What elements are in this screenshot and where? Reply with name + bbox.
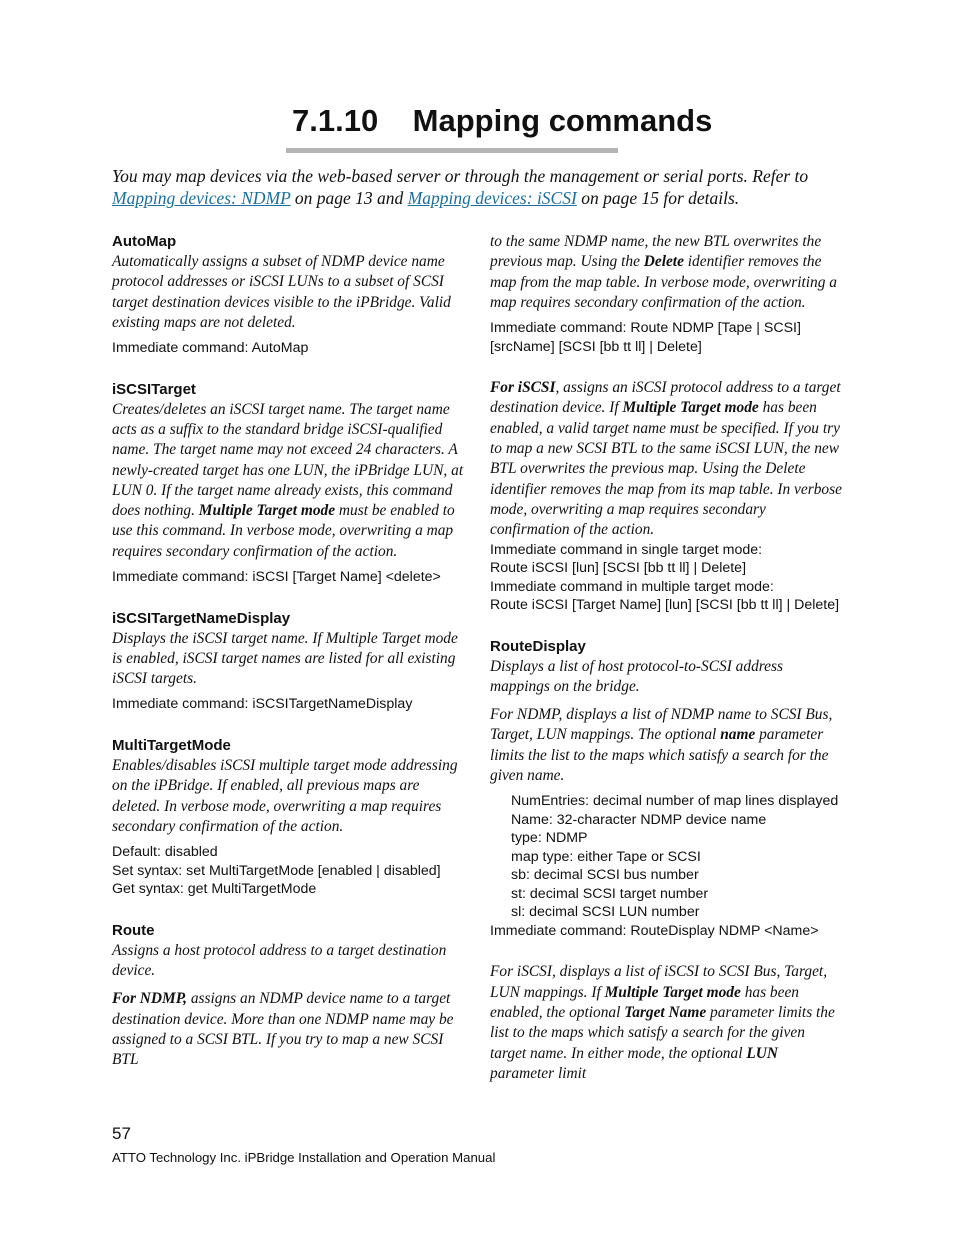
name-parameter-emphasis: name: [720, 726, 756, 744]
multitargetmode-default: Default: disabled: [112, 844, 218, 861]
section-heading: [286, 100, 713, 153]
section-number: 7.1.10: [292, 103, 379, 138]
intro-text-2: on page 13 and: [290, 188, 408, 208]
page-number: 57: [112, 1124, 131, 1143]
list-item: sb: decimal SCSI bus number: [511, 867, 699, 884]
multitargetmode-heading: MultiTargetMode: [112, 736, 231, 754]
multitargetmode-get-syntax: Get syntax: get MultiTargetMode: [112, 881, 317, 898]
section-heading-text: [292, 103, 712, 139]
route-iscsi-command-2: Route iSCSI [lun] [SCSI [bb tt ll] | Delete]: [490, 560, 747, 577]
list-item: st: decimal SCSI target number: [511, 885, 709, 902]
route-iscsi-command-4: Route iSCSI [Target Name] [lun] [SCSI [bb tt ll] | Delete]: [490, 597, 840, 614]
route-ndmp-description: For NDMP, assigns an NDMP device name to a target destination device. More than one NDMP name may be assigned to a SCSI BTL. If you try to map a new SCSI BTL: [112, 990, 454, 1069]
route-iscsi-description: For iSCSI, assigns an iSCSI protocol address to a target destination device. If Multiple Target mode has been enabled, a valid target name must be specified. If you try to map a new SCSI BTL to the same iSCSI LUN, the new BTL overwrites the previous map. Using the Delete identifier removes the map from its map table. In verbose mode, overwriting a map requires secondary confirmation of the action.: [490, 379, 842, 539]
section-title: Mapping commands: [412, 103, 713, 138]
route-iscsi-command-3: Immediate command in multiple target mode:: [490, 578, 774, 595]
iscsitargetnamedisplay-command: Immediate command: iSCSITargetNameDisplay: [112, 696, 413, 713]
route-heading: Route: [112, 921, 155, 939]
automap-description: Automatically assigns a subset of NDMP device name protocol addresses or iSCSI LUNs to a subset of SCSI target destination devices visible to the iPBridge. Valid existing maps are not deleted.: [112, 253, 451, 331]
intro-text-3: on page 15 for details.: [576, 188, 740, 208]
route-ndmp-description-continued: to the same NDMP name, the new BTL overwrites the previous map. Using the Delete identifier removes the map from the map table. In verbose mode, overwriting a map requires secondary confirmation of the action.: [490, 233, 837, 311]
list-item: Name: 32-character NDMP device name: [511, 811, 767, 828]
intro-text-1: You may map devices via the web-based server or through the management or serial ports. Refer to: [112, 166, 809, 186]
multitargetmode-set-syntax: Set syntax: set MultiTargetMode [enabled | disabled]: [112, 862, 441, 879]
automap-heading: AutoMap: [112, 233, 177, 250]
list-item: map type: either Tape or SCSI: [511, 848, 701, 865]
footer-text: ATTO Technology Inc. iPBridge Installation and Operation Manual: [112, 1150, 496, 1165]
multiple-target-mode-emphasis: Multiple Target mode: [622, 399, 759, 417]
routedisplay-ndmp-description: For NDMP, displays a list of NDMP name to SCSI Bus, Target, LUN mappings. The optional name parameter limits the list to the maps which satisfy a search for the given name.: [490, 706, 833, 785]
iscsitarget-command: Immediate command: iSCSI [Target Name] <delete>: [112, 569, 441, 586]
route-description: Assigns a host protocol address to a target destination device.: [112, 941, 447, 979]
iscsitargetnamedisplay-description: Displays the iSCSI target name. If Multiple Target mode is enabled, iSCSI target names are listed for all existing iSCSI targets.: [112, 629, 458, 688]
left-column: [112, 232, 464, 1070]
link-mapping-devices-iscsi[interactable]: Mapping devices: iSCSI: [407, 188, 577, 208]
list-item: NumEntries: decimal number of map lines displayed: [511, 793, 839, 810]
route-iscsi-command-1: Immediate command in single target mode:: [490, 541, 763, 558]
iscsitarget-description: Creates/deletes an iSCSI target name. The target name acts as a suffix to the standard bridge iSCSI-qualified name. The target name may not exceed 24 characters. A newly-created target has one LUN, the iPBridge LUN, at LUN 0. If the target name already exists, this command does nothing. Multiple Target mode must be enabled to use this command. In verbose mode, overwriting a map requires secondary confirmation of the action.: [112, 400, 464, 560]
delete-emphasis: Delete: [643, 253, 684, 271]
intro-paragraph: [112, 165, 842, 209]
right-column: [490, 232, 844, 1084]
routedisplay-command: Immediate command: RouteDisplay NDMP <Name>: [490, 922, 819, 939]
routedisplay-description: Displays a list of host protocol-to-SCSI address mappings on the bridge.: [490, 657, 783, 695]
routedisplay-iscsi-description: For iSCSI, displays a list of iSCSI to SCSI Bus, Target, LUN mappings. If Multiple Target mode has been enabled, the optional Target Name parameter limits the list to the maps which satisfy a search for the given target name. In either mode, the optional LUN parameter limit: [490, 963, 835, 1082]
route-ndmp-command-line-2: [srcName] [SCSI [bb tt ll] | Delete]: [490, 338, 702, 355]
list-item: type: NDMP: [511, 830, 588, 847]
list-item: sl: decimal SCSI LUN number: [511, 904, 700, 921]
multitargetmode-description: Enables/disables iSCSI multiple target mode addressing on the iPBridge. If enabled, all previous maps are deleted. In verbose mode, overwriting a map requires secondary confirmation of the action.: [112, 756, 458, 835]
routedisplay-heading: RouteDisplay: [490, 637, 586, 655]
routedisplay-field-list: [490, 792, 844, 922]
iscsitargetnamedisplay-heading: iSCSITargetNameDisplay: [112, 609, 291, 627]
link-mapping-devices-ndmp[interactable]: Mapping devices: NDMP: [112, 188, 291, 208]
multiple-target-mode-emphasis: Multiple Target mode: [198, 502, 336, 520]
automap-command: Immediate command: AutoMap: [112, 340, 309, 357]
route-ndmp-command-line-1: Immediate command: Route NDMP [Tape | SCSI]: [490, 320, 801, 337]
iscsitarget-heading: iSCSITarget: [112, 380, 196, 398]
